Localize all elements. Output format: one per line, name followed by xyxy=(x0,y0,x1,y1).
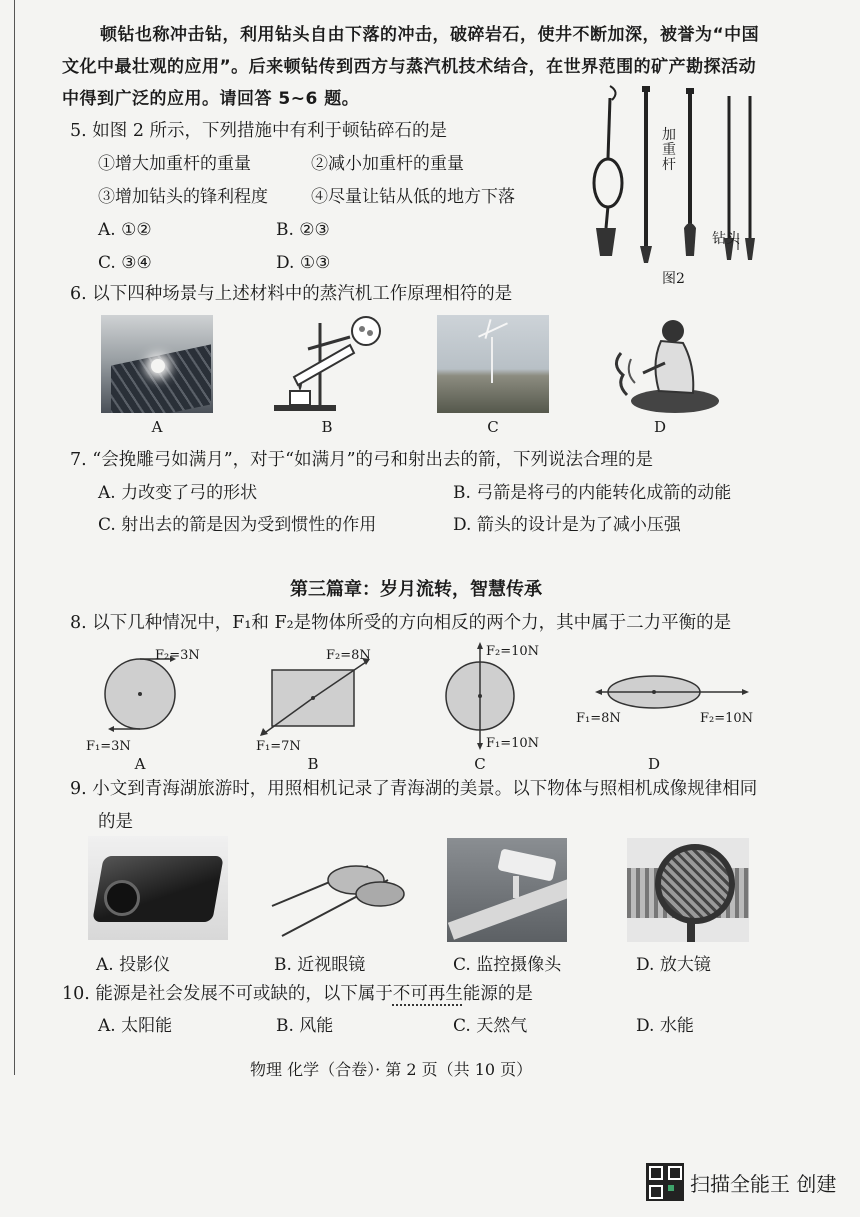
q5-option-b: B. ②③ xyxy=(276,220,330,240)
q6-label-b: B xyxy=(321,418,333,436)
q9-option-d: D. 放大镜 xyxy=(636,955,711,975)
q10-option-b: B. 风能 xyxy=(276,1016,334,1036)
q10-option-d: D. 水能 xyxy=(636,1016,694,1036)
q8-d-label: D xyxy=(647,755,661,773)
q9-image-d-magnifying-glass xyxy=(627,838,749,942)
q5-statement-1: ①增大加重杆的重量 xyxy=(98,154,251,174)
q5-option-a: A. ①② xyxy=(98,220,152,240)
q8-c-label: C xyxy=(474,755,486,773)
q8-b-f1-label: F₁=7N xyxy=(256,739,301,754)
q8-a-f1-label: F₁=3N xyxy=(86,739,131,754)
q9-image-b-myopia-glasses xyxy=(268,846,408,942)
q7-stem: 7. “会挽雕弓如满月”，对于“如满月”的弓和射出去的箭，下列说法合理的是 xyxy=(70,450,654,470)
q9-stem-line-1: 9. 小文到青海湖旅游时，用照相机记录了青海湖的美景。以下物体与照相机成像规律相同 xyxy=(70,779,758,799)
q7-option-c: C. 射出去的箭是因为受到惯性的作用 xyxy=(98,515,377,535)
page-footer: 物理 化学（合卷）· 第 2 页（共 10 页） xyxy=(250,1060,533,1079)
q5-statement-2: ②减小加重杆的重量 xyxy=(311,154,464,174)
q9-stem-line-2: 的是 xyxy=(98,812,133,832)
q6-label-c: C xyxy=(487,418,499,436)
q8-b-label: B xyxy=(307,755,319,773)
q5-statement-3: ③增加钻头的锋利程度 xyxy=(98,187,268,207)
intro-line-1: 顿钻也称冲击钻，利用钻头自由下落的冲击，破碎岩石，使井不断加深，被誉为“中国 xyxy=(100,25,760,45)
q8-d-f2-label: F₂=10N xyxy=(700,711,754,726)
chapter-heading: 第三篇章：岁月流转，智慧传承 xyxy=(290,579,542,600)
intro-line-3: 中得到广泛的应用。请回答 5~6 题。 xyxy=(62,89,360,109)
q10-stem xyxy=(62,983,533,1005)
q8-d-f1-label: F₁=8N xyxy=(576,711,621,726)
qr-code-icon xyxy=(646,1163,684,1201)
q10-stem-emphasis: 不可再生 xyxy=(392,984,463,1004)
figure-2-label-weight-bar: 加重杆 xyxy=(662,127,676,173)
q6-stem: 6. 以下四种场景与上述材料中的蒸汽机工作原理相符的是 xyxy=(70,284,513,304)
q5-stem: 5. 如图 2 所示，下列措施中有利于顿钻碎石的是 xyxy=(70,121,448,141)
q5-statement-4: ④尽量让钻从低的地方下落 xyxy=(311,187,515,207)
q9-option-b: B. 近视眼镜 xyxy=(274,955,366,975)
q8-a-f2-label: F₂=3N xyxy=(155,648,200,663)
q10-stem-post: 能源的是 xyxy=(462,984,533,1004)
q8-a-label: A xyxy=(134,755,146,773)
q7-option-b: B. 弓箭是将弓的内能转化成箭的动能 xyxy=(453,483,732,503)
q10-option-a: A. 太阳能 xyxy=(98,1016,173,1036)
q5-option-c: C. ③④ xyxy=(98,253,152,273)
q7-option-d: D. 箭头的设计是为了减小压强 xyxy=(453,515,681,535)
figure-2-label-bit: 钻头 xyxy=(712,231,740,247)
q9-option-a: A. 投影仪 xyxy=(96,955,171,975)
q9-image-a-projector xyxy=(88,836,228,940)
q8-stem: 8. 以下几种情况中，F₁和 F₂是物体所受的方向相反的两个力，其中属于二力平衡的是 xyxy=(70,613,732,633)
q6-image-d-friction-fire xyxy=(603,313,721,417)
figure-2-caption: 图2 xyxy=(662,271,685,287)
q9-image-c-surveillance-camera xyxy=(447,838,567,942)
scanner-watermark: 扫描全能王 创建 xyxy=(690,1172,837,1196)
q9-option-c: C. 监控摄像头 xyxy=(453,955,562,975)
margin-line xyxy=(14,0,15,1075)
figure-2-drill-tools xyxy=(580,78,790,288)
q8-b-f2-label: F₂=8N xyxy=(326,648,371,663)
intro-line-2: 文化中最壮观的应用”。后来顿钻传到西方与蒸汽机技术结合，在世界范围的矿产勘探活动 xyxy=(62,57,757,77)
q10-option-c: C. 天然气 xyxy=(453,1016,528,1036)
q6-image-b-heated-test-tube xyxy=(268,315,388,415)
q6-label-a: A xyxy=(151,418,163,436)
q6-image-a-solar-panels xyxy=(101,315,213,413)
q5-option-d: D. ①③ xyxy=(276,253,331,273)
q8-c-f2-label: F₂=10N xyxy=(486,644,540,659)
q8-c-f1-label: F₁=10N xyxy=(486,736,540,751)
q6-image-c-wind-turbine xyxy=(437,315,549,413)
q6-label-d: D xyxy=(653,418,667,436)
q10-stem-pre: 10. 能源是社会发展不可或缺的，以下属于 xyxy=(62,984,393,1004)
q7-option-a: A. 力改变了弓的形状 xyxy=(98,483,258,503)
